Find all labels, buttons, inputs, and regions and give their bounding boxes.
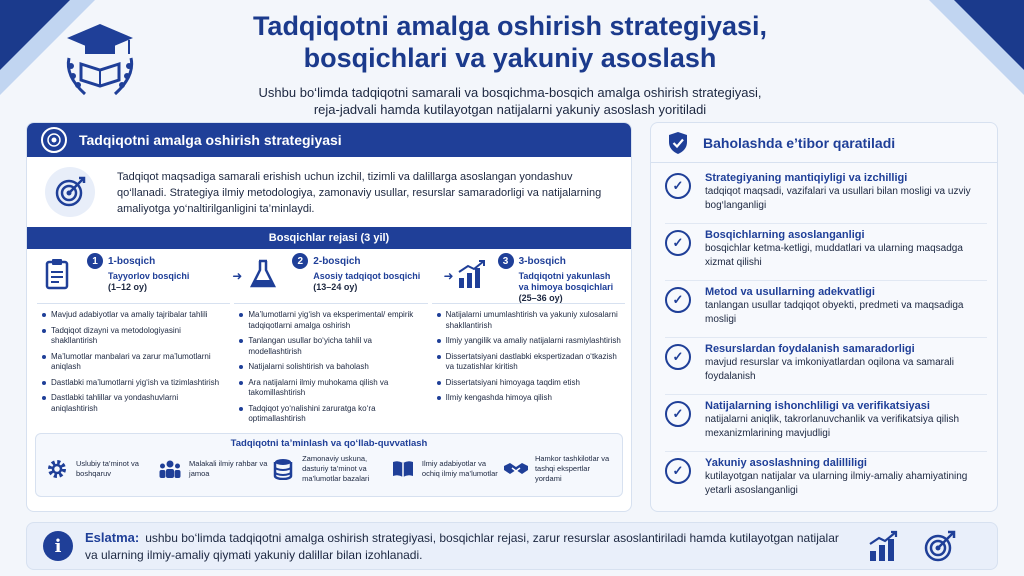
shield-check-icon	[667, 131, 689, 155]
stage-1-period: (1–12 oy)	[108, 282, 148, 292]
criterion-title: Yakuniy asoslashning dalilliligi	[705, 457, 867, 469]
list-item: Mavjud adabiyotlar va amaliy tajribalar tahlili	[41, 310, 226, 321]
page-subtitle	[160, 84, 860, 118]
stage-1-name: 1-bosqich	[108, 255, 156, 267]
support-item-label: Malakali ilmiy rahbar va jamoa	[189, 459, 268, 478]
stage-2-number: 2	[292, 253, 308, 269]
stage-3-name: 3-bosqich	[518, 255, 566, 267]
checkmark-icon: ✓	[665, 173, 691, 199]
arrow-right-icon: ➜	[443, 269, 454, 283]
stage-3-number: 3	[498, 253, 514, 269]
criterion-description: kutilayotgan natijalar va ularning ilmiy-amaliy ahamiyatining yetarli asoslanganligi	[705, 471, 968, 496]
criterion-title: Metod va usullarning adekvatligi	[705, 286, 875, 298]
checkmark-icon: ✓	[665, 401, 691, 427]
stage-3-period: (25–36 oy)	[518, 293, 563, 303]
stage-3-label: Tadqiqotni yakunlash va himoya bosqichlari	[518, 271, 614, 292]
support-section	[35, 433, 623, 497]
stage-2-tasks	[234, 303, 427, 433]
list-item: Ilmiy yangilik va amaliy natijalarni rasmiylashtirish	[436, 336, 621, 347]
growth-chart-icon	[867, 529, 901, 563]
checkmark-icon: ✓	[665, 458, 691, 484]
list-item: Tanlangan usullar bo‘yicha tahlil va modellashtirish	[238, 336, 423, 357]
database-icon	[270, 456, 296, 482]
stage-2-label: Asosiy tadqiqot bosqichi	[313, 271, 421, 281]
criterion-item	[665, 167, 987, 224]
stage-headers	[27, 249, 631, 303]
criterion-description: tadqiqot maqsadi, vazifalari va usullari bilan mosligi va uzviy bog‘langanligi	[705, 186, 971, 211]
criterion-title: Strategiyaning mantiqiyligi va izchilligi	[705, 172, 908, 184]
support-title: Tadqiqotni ta’minlash va qo‘llab-quvvatlash	[230, 438, 428, 449]
target-icon	[41, 127, 67, 153]
stage-1-number: 1	[87, 253, 103, 269]
support-item-label: Hamkor tashkilotlar va tashqi ekspertlar yordami	[534, 454, 610, 483]
list-item: Dastlabki ma’lumotlarni yig‘ish va tizimlashtirish	[41, 378, 226, 389]
criterion-item	[665, 395, 987, 452]
strategy-header	[27, 123, 631, 157]
handshake-icon	[503, 456, 529, 482]
evaluation-panel	[650, 122, 998, 512]
stage-2-name: 2-bosqich	[313, 255, 361, 267]
criterion-title: Natijalarning ishonchliligi va verifikatsiyasi	[705, 400, 930, 412]
stage-3-tasks	[432, 303, 625, 433]
page-title	[160, 10, 860, 74]
corner-decoration-right	[954, 0, 1024, 70]
list-item: Natijalarni solishtirish va baholash	[238, 362, 423, 373]
growth-chart-icon	[456, 257, 488, 291]
support-item	[270, 454, 390, 484]
support-item-label: Zamonaviy uskuna, dasturiy ta’minot va ma’lumotlar bazalari	[302, 454, 370, 483]
stage-3	[456, 253, 621, 303]
note-bar	[26, 522, 998, 570]
criterion-description: bosqichlar ketma-ketligi, muddatlari va ularning maqsadga xizmat qilishi	[705, 243, 963, 268]
target-arrow-icon	[45, 167, 95, 217]
list-item: Tadqiqot dizayni va metodologiyasini shakllantirish	[41, 326, 226, 347]
criterion-description: mavjud resurslar va imkoniyatlardan oqilona va samarali foydalanish	[705, 357, 954, 382]
list-item: Tadqiqot yo‘nalishini zaruratga ko‘ra optimallashtirish	[238, 404, 423, 425]
support-item-label: Uslubiy ta’minot va boshqaruv	[76, 459, 139, 478]
support-item	[390, 454, 503, 484]
strategy-intro-text: Tadqiqot maqsadiga samarali erishish uchun izchil, tizimli va dalillarga asoslangan yondashuv qo‘llanadi. Strategiya ilmiy metodologiya, zamonaviy usullar, resurslar samaradorligi va natijalarning amaliyotga yo‘naltirilganligini ta’minlaydi.	[117, 171, 602, 215]
strategy-title: Tadqiqotni amalga oshirish strategiyasi	[79, 132, 342, 148]
list-item: Natijalarni umumlashtirish va yakuniy xulosalarni shakllantirish	[436, 310, 621, 331]
criterion-item	[665, 452, 987, 509]
criterion-description: tanlangan usullar tadqiqot obyekti, predmeti va maqsadiga mosligi	[705, 300, 964, 325]
subtitle-line-2: reja-jadvali hamda kutilayotgan natijalarni yakuniy asoslash yoritiladi	[313, 102, 707, 117]
stage-2	[244, 253, 455, 297]
title-line-1: Tadqiqotni amalga oshirish strategiyasi,	[252, 11, 768, 41]
flask-icon	[244, 257, 282, 291]
gear-icon	[44, 456, 70, 482]
list-item: Ara natijalarni ilmiy muhokama qilish va takomillashtirish	[238, 378, 423, 399]
note-body: ushbu bo‘limda tadqiqotni amalga oshirish strategiyasi, bosqichlar rejasi, zarur resurslar asoslantiriladi hamda kutilayotgan natijalar va ularning ilmiy-amaliy qiymati yakuniy dalillar bilan izohlanadi.	[85, 530, 839, 562]
note-label: Eslatma:	[85, 529, 140, 545]
list-item: Ma’lumotlarni yig‘ish va eksperimental/ empirik tadqiqotlarni amalga oshirish	[238, 310, 423, 331]
checkmark-icon: ✓	[665, 230, 691, 256]
criterion-item	[665, 281, 987, 338]
stage-1-label: Tayyorlov bosqichi	[108, 271, 190, 281]
criterion-title: Resurslardan foydalanish samaradorligi	[705, 343, 915, 355]
team-icon	[157, 456, 183, 482]
list-item: Dissertatsiyani dastlabki ekspertizadan o‘tkazish va tuzatishlar kiritish	[436, 352, 621, 373]
graduation-cap-logo-icon	[55, 14, 145, 100]
stage-1	[39, 253, 244, 297]
note-text	[85, 529, 845, 564]
strategy-intro	[27, 157, 631, 227]
evaluation-title: Baholashda e’tibor qaratiladi	[703, 134, 896, 151]
support-item	[157, 454, 270, 484]
list-item: Ma’lumotlar manbalari va zarur ma’lumotlarni aniqlash	[41, 352, 226, 373]
checkmark-icon: ✓	[665, 287, 691, 313]
strategy-panel	[26, 122, 632, 512]
target-arrow-icon	[923, 529, 957, 563]
subtitle-line-1: Ushbu bo‘limda tadqiqotni samarali va bosqichma-bosqich amalga oshirish strategiyasi,	[258, 85, 762, 100]
criterion-item	[665, 224, 987, 281]
evaluation-criteria-list	[651, 163, 997, 509]
criterion-item	[665, 338, 987, 395]
list-item: Dissertatsiyani himoyaga taqdim etish	[436, 378, 621, 389]
book-icon	[390, 456, 416, 482]
plan-title: Bosqichlar rejasi (3 yil)	[27, 227, 631, 249]
support-item-label: Ilmiy adabiyotlar va ochiq ilmiy ma’lumotlar	[421, 459, 498, 478]
support-item	[44, 454, 157, 484]
criterion-description: natijalarni aniqlik, takrorlanuvchanlik va verifikatsiya qilish mexanizmlarining mavjudligi	[705, 414, 960, 439]
stage-2-period: (13–24 oy)	[313, 282, 358, 292]
evaluation-header	[651, 123, 997, 163]
title-line-2: bosqichlari va yakuniy asoslash	[303, 43, 717, 73]
criterion-title: Bosqichlarning asoslanganligi	[705, 229, 865, 241]
support-item	[503, 454, 616, 484]
arrow-right-icon: ➜	[232, 269, 243, 283]
checkmark-icon: ✓	[665, 344, 691, 370]
list-item: Dastlabki tahlillar va yondashuvlarni aniqlashtirish	[41, 393, 226, 414]
stage-1-tasks	[37, 303, 230, 433]
stage-task-columns	[27, 297, 631, 433]
list-item: Ilmiy kengashda himoya qilish	[436, 393, 621, 404]
clipboard-icon	[39, 257, 77, 291]
info-icon: i	[43, 531, 73, 561]
